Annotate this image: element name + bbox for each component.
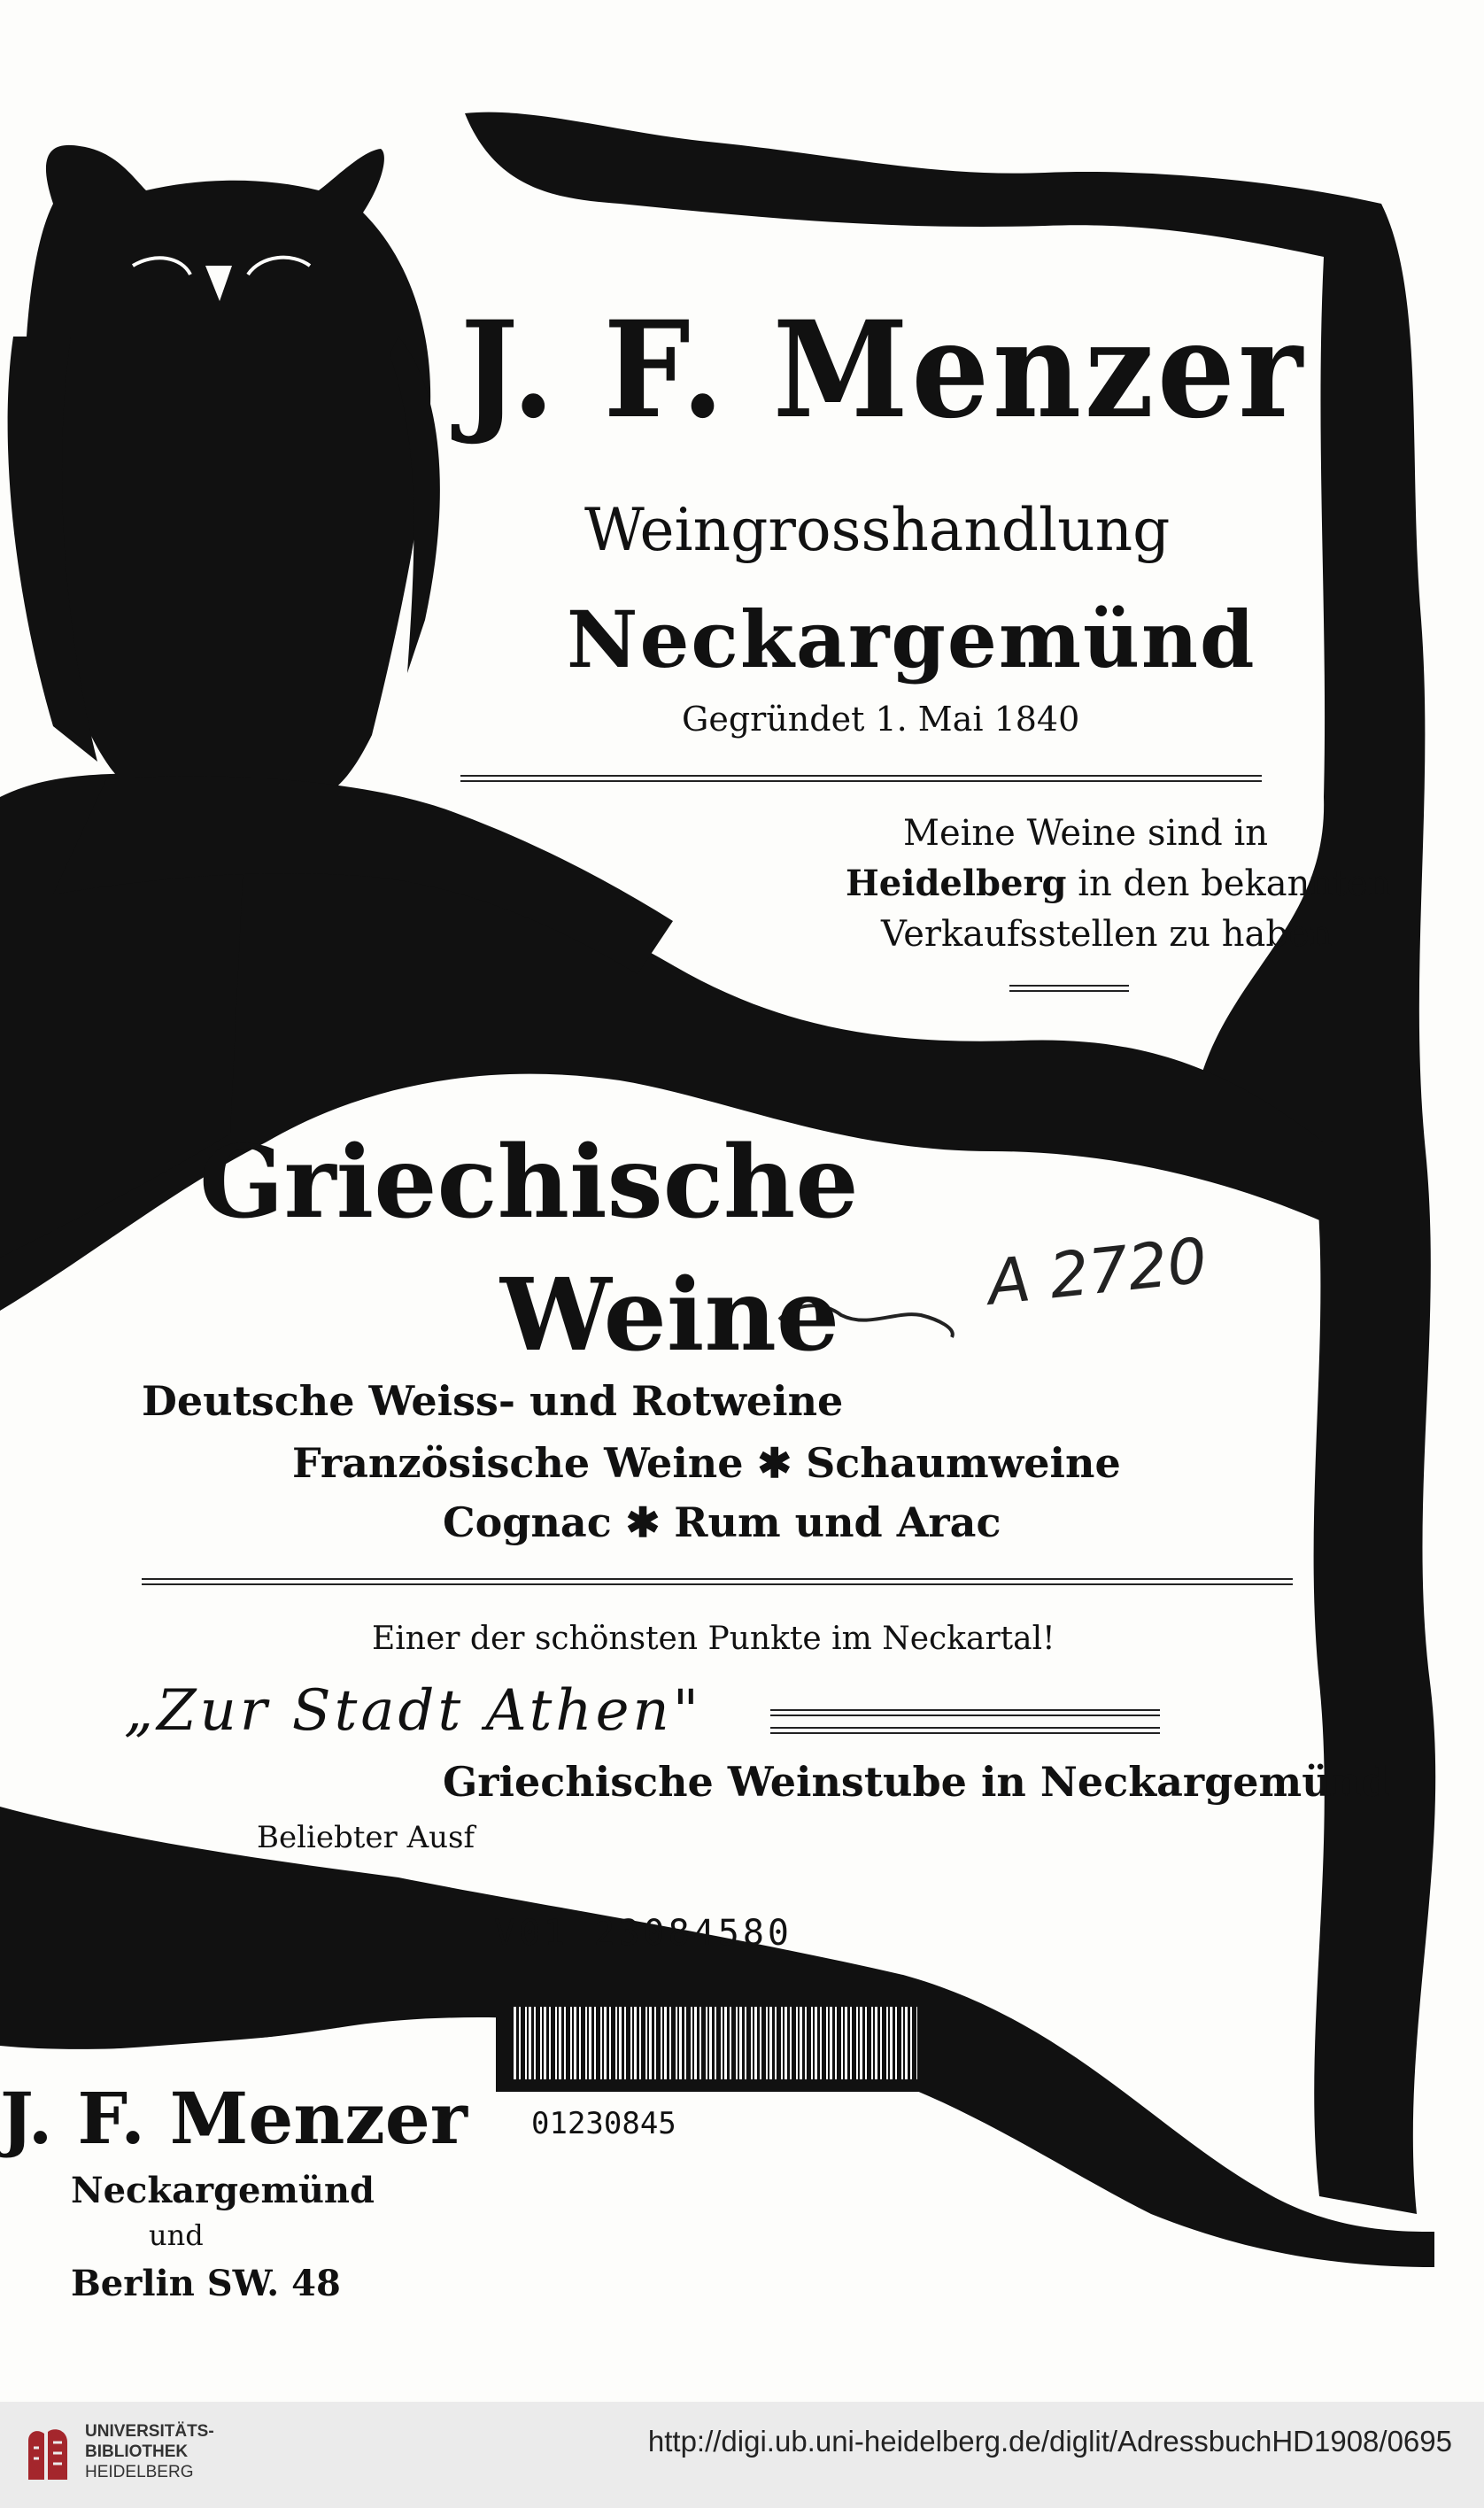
- footer-bar: [0, 2402, 1484, 2508]
- notice-line-3: Verkaufsstellen zu haben: [881, 914, 1333, 955]
- owl-illustration: [8, 145, 440, 808]
- divider-notice: [1009, 985, 1129, 992]
- signature-name: J. F. Menzer: [0, 2077, 468, 2160]
- university-library-logo-icon: [21, 2423, 74, 2487]
- institution-line-1: UNIVERSITÄTS-: [85, 2422, 214, 2441]
- divider-venue-2: [770, 1727, 1160, 1734]
- feature-line-2: Weine: [500, 1258, 840, 1374]
- notice-line-1: Meine Weine sind in: [903, 813, 1268, 854]
- product-line-3: Cognac ✱ Rum und Arac: [443, 1498, 1001, 1546]
- product-line-1: Deutsche Weiss- und Rotweine: [142, 1377, 844, 1425]
- product-line-2: Französische Weine ✱ Schaumweine: [292, 1439, 1121, 1487]
- divider-top: [460, 775, 1262, 782]
- company-title: J. F. Menzer: [460, 292, 1306, 448]
- signature-city-2: Berlin SW. 48: [71, 2263, 341, 2304]
- divider-products: [142, 1578, 1293, 1585]
- notice-line-2-rest: in den bekannten: [1066, 863, 1391, 904]
- notice-city: Heidelberg: [846, 863, 1067, 904]
- barcode-bars: [514, 2007, 917, 2079]
- institution-line-2: BIBLIOTHEK: [85, 2442, 189, 2461]
- signature-conj: und: [149, 2218, 204, 2252]
- signature-city-1: Neckargemünd: [71, 2170, 375, 2211]
- barcode: [496, 1994, 935, 2092]
- venue-popular: Beliebter Ausf: [257, 1820, 475, 1855]
- institution-name: [85, 2421, 214, 2482]
- institution-line-3: HEIDELBERG: [85, 2463, 194, 2481]
- call-number-label: V01 23084580: [494, 1913, 792, 1954]
- company-subtitle: Weingrosshandlung: [584, 496, 1171, 564]
- venue-description: Griechische Weinstube in Neckargemünd: [443, 1758, 1390, 1806]
- company-town: Neckargemünd: [567, 593, 1256, 685]
- founded-date: Gegründet 1. Mai 1840: [682, 700, 1080, 739]
- divider-venue-1: [770, 1709, 1160, 1716]
- barcode-number: 01230845: [531, 2106, 676, 2141]
- notice-line-2: [846, 863, 1391, 904]
- venue-tagline: Einer der schönsten Punkte im Neckartal!: [372, 1621, 1055, 1657]
- venue-name: „Zur Stadt Athen": [124, 1678, 703, 1744]
- feature-line-1: Griechische: [199, 1125, 859, 1241]
- handwritten-shelf-mark: A 2720: [984, 1224, 1210, 1320]
- source-url-link[interactable]: http://digi.ub.uni-heidelberg.de/diglit/AdressbuchHD1908/0695: [647, 2425, 1452, 2458]
